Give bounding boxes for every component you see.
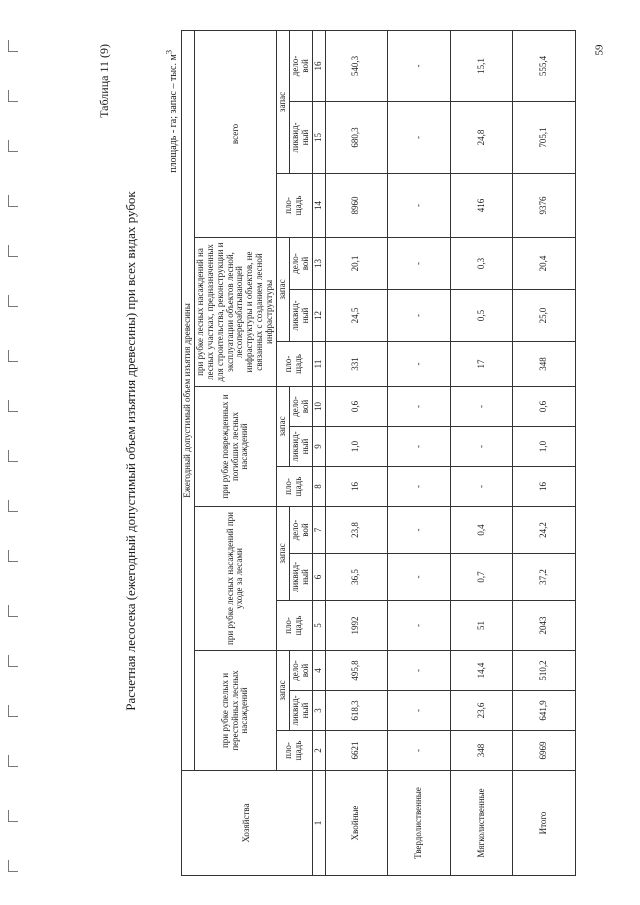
header-business: дело- вой: [289, 387, 312, 427]
table-cell: 0,6: [325, 387, 388, 427]
header-stock: запас: [277, 387, 290, 467]
column-number: 11: [312, 342, 325, 387]
table-cell: 8960: [325, 174, 388, 238]
header-stock: запас: [277, 238, 290, 342]
column-number: 10: [312, 387, 325, 427]
table-cell: 331: [325, 342, 388, 387]
table-cell: 23,8: [325, 507, 388, 554]
table-cell: 20,4: [513, 238, 576, 290]
header-liquid: ликвид- ный: [289, 102, 312, 174]
column-number: 12: [312, 290, 325, 342]
table-cell: -: [388, 342, 451, 387]
column-number: 14: [312, 174, 325, 238]
table-cell: 0,5: [450, 290, 513, 342]
table-cell: -: [388, 427, 451, 467]
table-cell: 348: [450, 731, 513, 771]
allowable-cut-table: [181, 30, 576, 876]
table-cell: -: [388, 601, 451, 651]
table-cell: -: [388, 731, 451, 771]
table-title: Расчетная лесосека (ежегодный допустимый объем изъятия древесины) при всех видах рубок: [123, 191, 138, 711]
table-cell: 24,2: [513, 507, 576, 554]
table-cell: 23,6: [450, 691, 513, 731]
header-business: дело- вой: [289, 651, 312, 691]
column-number: 16: [312, 30, 325, 101]
table-cell: 25,0: [513, 290, 576, 342]
units-note: [165, 50, 179, 173]
header-area: пло- щадь: [277, 467, 313, 507]
table-cell: 0,7: [450, 554, 513, 601]
column-number: 7: [312, 507, 325, 554]
table-cell: 51: [450, 601, 513, 651]
column-number: 13: [312, 238, 325, 290]
table-cell: 2043: [513, 601, 576, 651]
header-liquid: ликвид- ный: [289, 691, 312, 731]
table-row: [388, 30, 451, 875]
header-group-mature: при рубке спелых и перестойных лесных насаждений: [194, 651, 276, 771]
column-number: 6: [312, 554, 325, 601]
table-cell: 17: [450, 342, 513, 387]
table-cell: -: [388, 102, 451, 174]
column-number: 2: [312, 731, 325, 771]
table-cell: 6621: [325, 731, 388, 771]
table-cell: 0,4: [450, 507, 513, 554]
table-cell: 16: [513, 467, 576, 507]
header-stock: запас: [277, 507, 290, 601]
header-stock: запас: [277, 651, 290, 731]
row-name: Итого: [513, 771, 576, 876]
table-cell: 24,5: [325, 290, 388, 342]
column-number: 15: [312, 102, 325, 174]
rotated-table-page: [95, 26, 600, 876]
header-group-damaged: при рубке поврежденных и погибших лесных насаждений: [194, 387, 276, 507]
table-cell: -: [388, 507, 451, 554]
header-stock: запас: [277, 30, 290, 173]
table-cell: -: [388, 387, 451, 427]
table-cell: 680,3: [325, 102, 388, 174]
table-cell: 0,6: [513, 387, 576, 427]
table-cell: -: [450, 387, 513, 427]
table-cell: -: [388, 467, 451, 507]
table-cell: -: [450, 467, 513, 507]
table-cell: 24,8: [450, 102, 513, 174]
header-liquid: ликвид- ный: [289, 427, 312, 467]
row-name: Твердолиственные: [388, 771, 451, 876]
table-cell: 1,0: [513, 427, 576, 467]
table-body: [325, 30, 575, 875]
table-cell: 37,2: [513, 554, 576, 601]
table-cell: -: [388, 554, 451, 601]
column-number: 3: [312, 691, 325, 731]
table-cell: 348: [513, 342, 576, 387]
units-text: площадь - га; запас – тыс. $м^3$: [165, 50, 180, 173]
header-liquid: ликвид- ный: [289, 554, 312, 601]
table-cell: 0,3: [450, 238, 513, 290]
table-cell: -: [450, 427, 513, 467]
table-cell: 641,9: [513, 691, 576, 731]
table-cell: -: [388, 290, 451, 342]
column-number: 4: [312, 651, 325, 691]
table-cell: 540,3: [325, 30, 388, 101]
table-cell: 555,4: [513, 30, 576, 101]
table-row: [325, 30, 388, 875]
table-cell: 14,4: [450, 651, 513, 691]
table-cell: -: [388, 174, 451, 238]
header-group-total: всего: [194, 30, 276, 237]
column-number-row: [312, 30, 325, 875]
table-row: [450, 30, 513, 875]
header-business: дело- вой: [289, 238, 312, 290]
table-cell: 1,0: [325, 427, 388, 467]
table-cell: 510,2: [513, 651, 576, 691]
header-annual: Ежегодный допустимый объем изъятия древесины: [182, 30, 195, 770]
header-area: пло- щадь: [277, 731, 313, 771]
page-number: 59: [593, 44, 606, 56]
table-cell: 15,1: [450, 30, 513, 101]
table-cell: -: [388, 30, 451, 101]
table-label: Таблица 11 (9): [97, 44, 111, 118]
table-cell: 705,1: [513, 102, 576, 174]
header-area: пло- щадь: [277, 342, 313, 387]
table-cell: 6969: [513, 731, 576, 771]
header-group-care: при рубке лесных насаждений при уходе за лесами: [194, 507, 276, 651]
column-number: 8: [312, 467, 325, 507]
table-cell: -: [388, 651, 451, 691]
table-cell: 36,5: [325, 554, 388, 601]
table-row: [513, 30, 576, 875]
column-number: 1: [312, 771, 325, 876]
row-name: Хвойные: [325, 771, 388, 876]
row-name: Мягколиственные: [450, 771, 513, 876]
table-cell: 1992: [325, 601, 388, 651]
table-cell: 618,3: [325, 691, 388, 731]
header-area: пло- щадь: [277, 174, 313, 238]
column-number: 9: [312, 427, 325, 467]
column-number: 5: [312, 601, 325, 651]
header-business: дело- вой: [289, 30, 312, 101]
table-cell: -: [388, 238, 451, 290]
table-cell: 495,8: [325, 651, 388, 691]
table-cell: 416: [450, 174, 513, 238]
table-cell: 9376: [513, 174, 576, 238]
header-business: дело- вой: [289, 507, 312, 554]
table-cell: -: [388, 691, 451, 731]
header-farm: Хозяйства: [182, 771, 313, 876]
table-cell: 16: [325, 467, 388, 507]
header-liquid: ликвид- ный: [289, 290, 312, 342]
header-area: пло- щадь: [277, 601, 313, 651]
table-cell: 20,1: [325, 238, 388, 290]
header-group-infrastructure: при рубке лесных насаждений на лесных участках, предназначенных для строительства, реконструкции и эксплуатации объектов лесной, лесоперерабатывающей инфраструктуры и объектов, не связанных с созданием лесной инфраструктуры: [194, 238, 276, 387]
binding-marks: [8, 20, 22, 880]
